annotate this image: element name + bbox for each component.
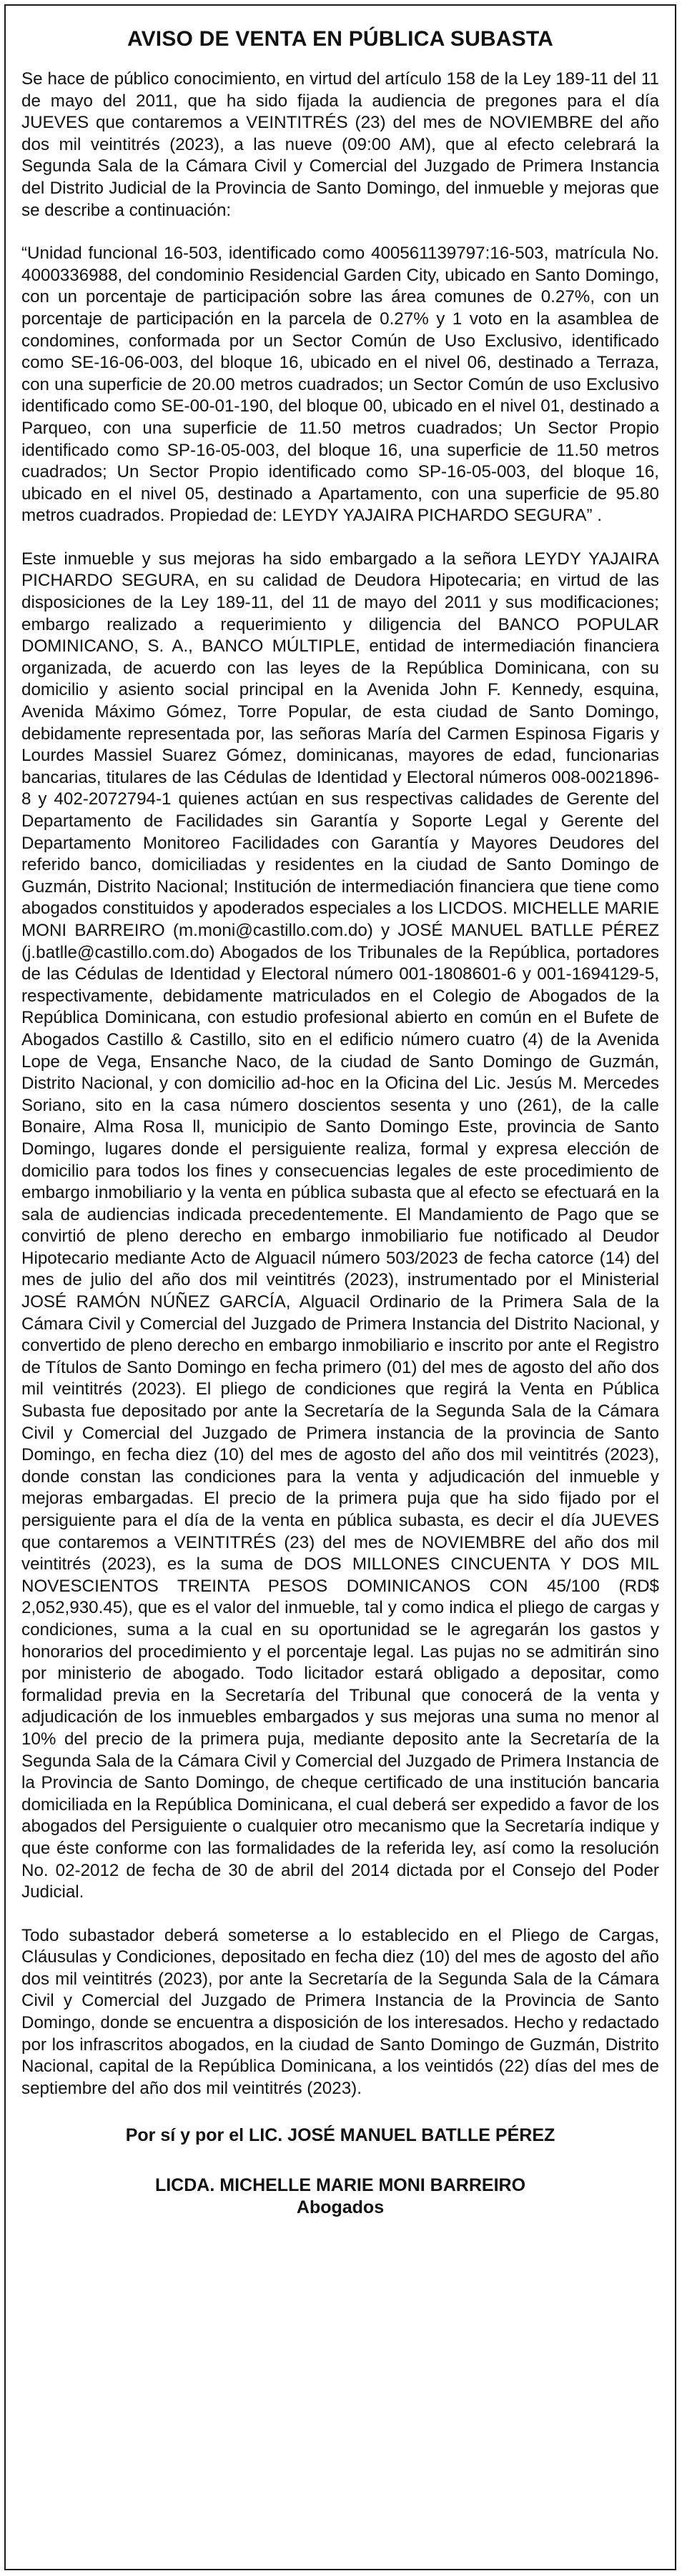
notice-paragraph-conditions: Todo subastador deberá someterse a lo establecido en el Pliego de Cargas, Cláusulas y Condiciones, depositado en fecha diez (10) del mes de agosto del año dos mil veintitrés (2023), por ante la Secretaría de la Segunda Sala de la Cámara Civil y Comercial del Juzgado de Primera Instancia de la Provincia de Santo Domingo, donde se encuentra a disposición de los interesados. Hecho y redactado por los infrascritos abogados, en la ciudad de Santo Domingo de Guzmán, Distrito Nacional, capital de la República Dominicana, a los veintidós (22) días del mes de septiembre del año dos mil veintitrés (2023). (21, 1925, 659, 2098)
signature-line-role: Abogados (296, 2197, 385, 2218)
signature-line-on-behalf: Por sí y por el LIC. JOSÉ MANUEL BATLLE PÉREZ (125, 2125, 555, 2146)
signature-block (21, 2124, 659, 2218)
notice-paragraph-intro: Se hace de público conocimiento, en virtud del artículo 158 de la Ley 189-11 del 11 de mayo del 2011, que ha sido fijada la audiencia de pregones para el día JUEVES que contaremos a VEINTITRÉS (23) del mes de NOVIEMBRE del año dos mil veintitrés (2023), a las nueve (09:00 AM), que al efecto celebrará la Segunda Sala de la Cámara Civil y Comercial del Juzgado de Primera Instancia del Distrito Judicial de la Provincia de Santo Domingo, del inmueble y mejoras que se describe a continuación: (21, 69, 659, 220)
notice-paragraph-property: “Unidad funcional 16-503, identificado como 400561139797:16-503, matrícula No. 4000336988, del condominio Residencial Garden City, ubicado en Santo Domingo, con un porcentaje de participación sobre las área comunes de 0.27%, con un porcentaje de participación en la parcela de 0.27% y 1 voto en la asamblea de condomines, conformada por un Sector Común de Uso Exclusivo, identificado como SE-16-06-003, del bloque 16, ubicado en el nivel 06, destinado a Terraza, con una superficie de 20.00 metros cuadrados; un Sector Común de uso Exclusivo identificado como SE-00-01-190, del bloque 00, ubicado en el nivel 01, destinado a Parqueo, con una superficie de 11.50 metros cuadrados; Un Sector Propio identificado como SP-16-05-003, del bloque 16, una superficie de 11.50 metros cuadrados; Un Sector Propio identificado como SP-16-05-003, del bloque 16, ubicado en el nivel 05, destinado a Apartamento, con una superficie de 95.80 metros cuadrados. Propiedad de: LEYDY YAJAIRA PICHARDO SEGURA” . (21, 244, 659, 526)
signature-line-name: LICDA. MICHELLE MARIE MONI BARREIRO (154, 2175, 526, 2196)
legal-notice (4, 4, 676, 2570)
notice-paragraph-embargo: Este inmueble y sus mejoras ha sido embargado a la señora LEYDY YAJAIRA PICHARDO SEGURA, en su calidad de Deudora Hipotecaria; en virtud de las disposiciones de la Ley 189-11, del 11 de mayo del 2011 y sus modificaciones; embargo realizado a requerimiento y diligencia del BANCO POPULAR DOMINICANO, S. A., BANCO MÚLTIPLE, entidad de intermediación financiera organizada, de acuerdo con las leyes de la República Dominicana, con su domicilio y asiento social principal en la Avenida John F. Kennedy, esquina, Avenida Máximo Gómez, Torre Popular, de esta ciudad de Santo Domingo, debidamente representada por, las señoras María del Carmen Espinosa Figaris y Lourdes Massiel Suarez Gómez, dominicanas, mayores de edad, funcionarias bancarias, titulares de las Cédulas de Identidad y Electoral números 008-0021896-8 y 402-2072794-1 quienes actúan en sus respectivas calidades de Gerente del Departamento de Facilidades sin Garantía y Soporte Legal y Gerente del Departamento Monitoreo Facilidades con Garantía y Mayores Deudores del referido banco, domiciliadas y residentes en la ciudad de Santo Domingo de Guzmán, Distrito Nacional; Institución de intermediación financiera que tiene como abogados constituidos y apoderados especiales a los LICDOS. MICHELLE MARIE MONI BARREIRO (m.moni@castillo.com.do) y JOSÉ MANUEL BATLLE PÉREZ (j.batlle@castillo.com.do) Abogados de los Tribunales de la República, portadores de las Cédulas de Identidad y Electoral número 001-1808601-6 y 001-1694129-5, respectivamente, debidamente matriculados en el Colegio de Abogados de la República Dominicana, con estudio profesional abierto en común en el Bufete de Abogados Castillo & Castillo, sito en el edificio número cuatro (4) de la Avenida Lope de Vega, Ensanche Naco, de la ciudad de Santo Domingo de Guzmán, Distrito Nacional, y con domicilio ad-hoc en la Oficina del Lic. Jesús M. Mercedes Soriano, sito en la casa número doscientos sesenta y uno (261), de la calle Bonaire, Alma Rosa ll, municipio de Santo Domingo Este, provincia de Santo Domingo, lugares donde el persiguiente realiza, formal y expresa elección de domicilio para todos los fines y consecuencias legales de este procedimiento de embargo inmobiliario y la venta en pública subasta que al efecto se efectuará en la sala de audiencias indicada precedentemente. El Mandamiento de Pago que se convirtió de pleno derecho en embargo inmobiliario fue notificado al Deudor Hipotecario mediante Acto de Alguacil número 503/2023 de fecha catorce (14) del mes de julio del año dos mil veintitrés (2023), instrumentado por el Ministerial JOSÉ RAMÓN NÚÑEZ GARCÍA, Alguacil Ordinario de la Primera Sala de la Cámara Civil y Comercial del Juzgado de Primera Instancia del Distrito Nacional, y convertido de pleno derecho en embargo inmobiliario e inscrito por ante el Registro de Títulos de Santo Domingo en fecha primero (01) del mes de agosto del año dos mil veintitrés (2023). El pliego de condiciones que regirá la Venta en Pública Subasta fue depositado por ante la Secretaría de la Segunda Sala de la Cámara Civil y Comercial del Juzgado de Primera instancia de la provincia de Santo Domingo, en fecha diez (10) del mes de agosto del año dos mil veintitrés (2023), donde constan las condiciones para la venta y adjudicación del inmueble y mejoras embargadas. El precio de la primera puja que ha sido fijado por el persiguiente para el día de la venta en pública subasta, es decir el día JUEVES que contaremos a VEINTITRÉS (23) del mes de NOVIEMBRE del año dos mil veintitrés (2023), es la suma de DOS MILLONES CINCUENTA Y DOS MIL NOVESCIENTOS TREINTA PESOS DOMINICANOS CON 45/100 (RD$ 2,052,930.45), que es el valor del inmueble, tal y como indica el pliego de cargas y condiciones, suma a la cual en su oportunidad se le agregarán los gastos y honorarios del procedimiento y el porcentaje legal. Las pujas no se admitirán sino por ministerio de abogado. Todo licitador estará obligado a depositar, como formalidad previa en la Secretaría del Tribunal que conocerá de la venta y adjudicación de los inmuebles embargados y sus mejoras una suma no menor al 10% del precio de la primera puja, mediante deposito ante la Secretaría de la Segunda Sala de la Cámara Civil y Comercial del Juzgado de Primera Instancia de la Provincia de Santo Domingo, de cheque certificado de una institución bancaria domiciliada en la República Dominicana, el cual deberá ser expedido a favor de los abogados del Persiguiente o cualquier otro mecanismo que la Secretaría indique y que éste conforme con las formalidades de la referida ley, así como la resolución No. 02-2012 de fecha de 30 de abril del 2014 dictada por el Consejo del Poder Judicial. (21, 549, 659, 1902)
notice-title: AVISO DE VENTA EN PÚBLICA SUBASTA (127, 27, 554, 51)
